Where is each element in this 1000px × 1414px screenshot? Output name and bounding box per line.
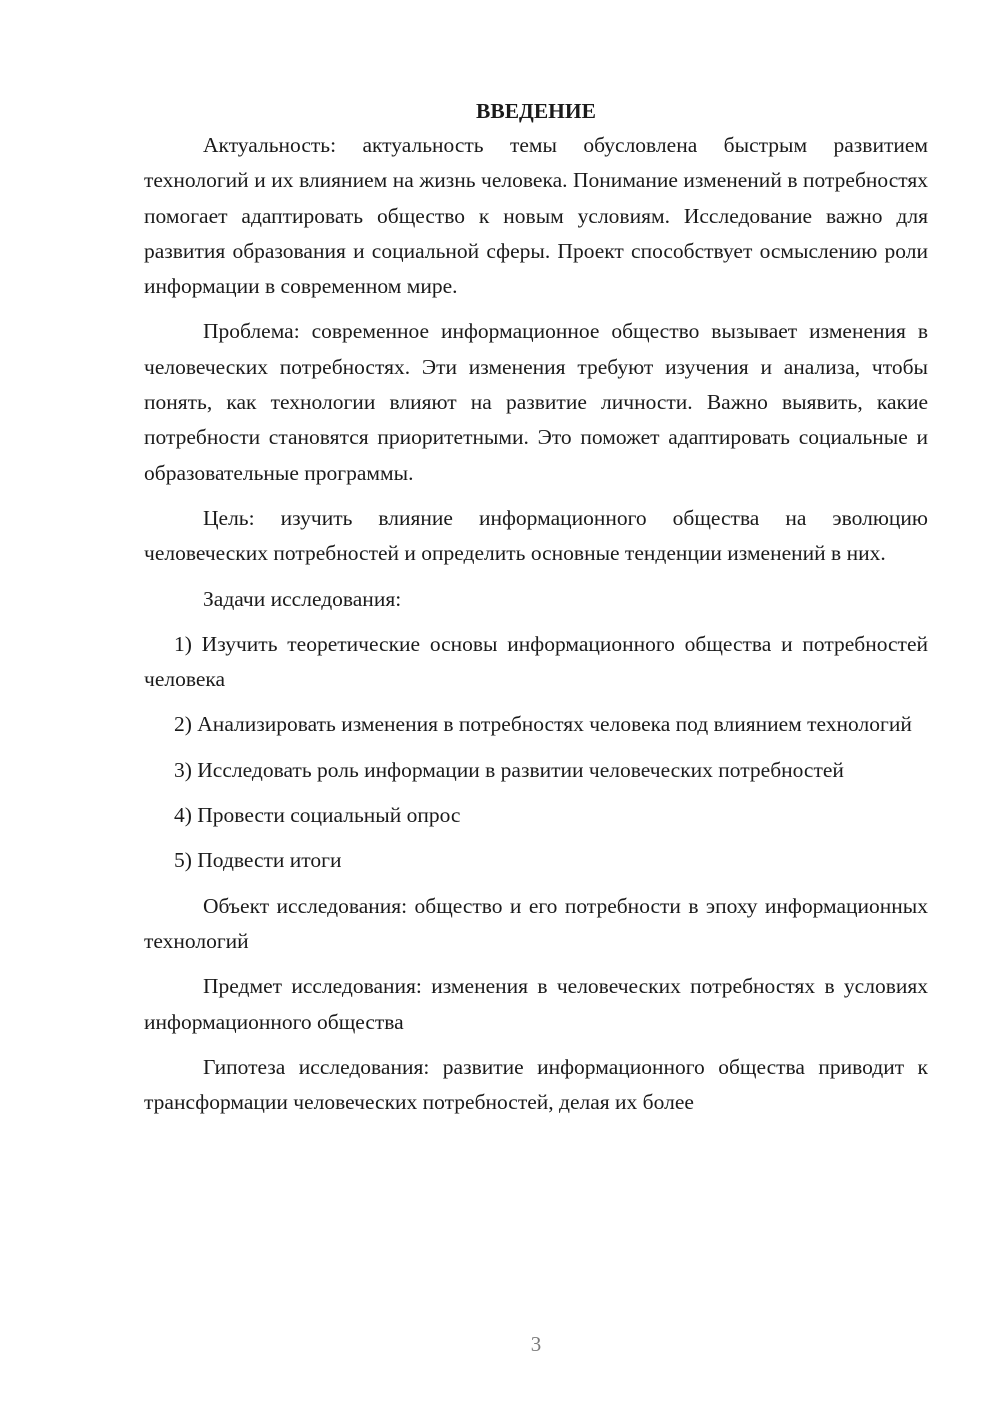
paragraph-goal: Цель: изучить влияние информационного общества на эволюцию человеческих потребностей и определить основные тенденции изменений в них. [144,505,928,566]
task-item: 5) Подвести итоги [174,848,342,873]
document-page [144,96,928,1120]
task-item: 3) Исследовать роль информации в развитии человеческих потребностей [174,757,844,782]
paragraph-subject: Предмет исследования: изменения в человеческих потребностях в условиях информационного общества [144,974,928,1034]
page-title: ВВЕДЕНИЕ [476,99,596,123]
paragraph-object: Объект исследования: общество и его потребности в эпоху информационных технологий [144,893,928,953]
task-item: 4) Провести социальный опрос [174,803,461,828]
paragraph-hypothesis: Гипотеза исследования: развитие информационного общества приводит к трансформации человеческих потребностей, делая их более [144,1054,928,1115]
paragraph-relevance: Актуальность: актуальность темы обусловлена быстрым развитием технологий и их влиянием на жизнь человека. Понимание изменений в потребностях помогает адаптировать общество к новым условиям. Исследование важно для развития образования и социальной сферы. Проект способствует осмыслению роли информации в современном мире. [144,133,928,299]
page-number: 3 [530,1332,542,1356]
paragraph-tasks-heading: Задачи исследования: [203,586,402,611]
task-item: 1) Изучить теоретические основы информационного общества и потребностей человека [144,631,928,692]
paragraph-problem: Проблема: современное информационное общество вызывает изменения в человеческих потребностях. Эти изменения требуют изучения и анализа, чтобы понять, как технологии влияют на развитие личности. Важно выявить, какие потребности становятся приоритетными. Это поможет адаптировать социальные и образовательные программы. [144,319,928,485]
task-item: 2) Анализировать изменения в потребностях человека под влиянием технологий [174,712,912,737]
